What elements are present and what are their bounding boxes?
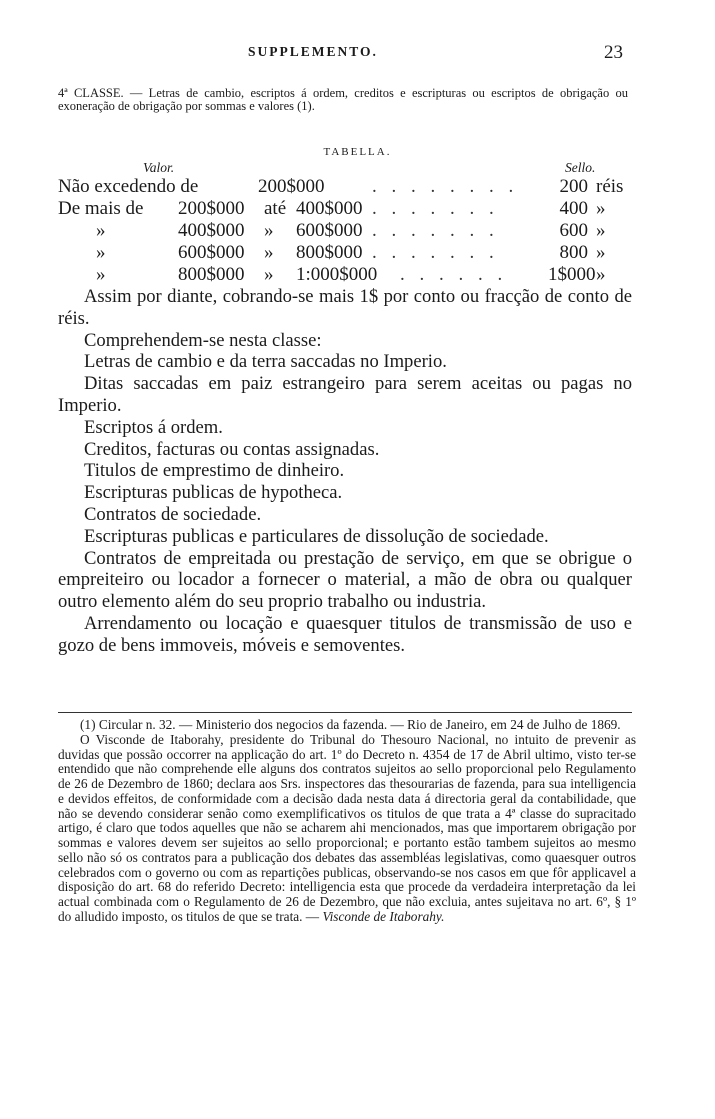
leader-dots: . . . . . . . (372, 198, 499, 219)
paragraph: Comprehendem-se nesta classe: (84, 329, 322, 351)
row-amount: 800 (559, 242, 588, 263)
list-item: Creditos, facturas ou contas assignadas. (84, 438, 380, 460)
row-ditto-mark: » (96, 242, 106, 263)
list-item: Contratos de empreitada ou prestação de serviço, em que se obrigue o empreiteiro ou locador a fornecer o material, a mão de obra ou qualquer outro elemento além do seu proprio trabalho ou industria. (58, 547, 632, 613)
row-to: 800$000 (296, 242, 363, 263)
row-from: 400$000 (178, 220, 245, 241)
row-unit: » (596, 198, 606, 219)
row-amount: 600 (559, 220, 588, 241)
row-from: 600$000 (178, 242, 245, 263)
table-row (0, 264, 715, 286)
list-item: Escripturas publicas de hypotheca. (84, 482, 343, 504)
row-amount: 200 (559, 176, 588, 197)
table-column-headers (0, 160, 715, 176)
row-unit: » (596, 264, 606, 285)
class-heading (58, 87, 628, 113)
footnote-body (58, 733, 636, 925)
footnote-divider (58, 712, 632, 713)
class-contents (58, 286, 632, 657)
footnote-text: O Visconde de Itaborahy, presidente do Tribunal do Thesouro Nacional, no intuito de prevenir as duvidas que possão occorrer na applicação do art. 1º do Decreto n. 4354 de 17 de Abril ultimo, visto ter-se entendido que não comprehende elle alguns dos contratos sujeitos ao sello proporcional pelo Regulamento de 26 de Dezembro de 1860; declara aos Srs. inspectores das thesourarias de fazenda, para sua intelligencia e devidos effeitos, de conformidade com a decisão dada nesta data á directoria geral da contabilidade, que não se devendo considerar senão como exemplificativos os titulos de que trata a 4ª classe do supracitado artigo, é claro que todos aquelles que não se acharem ahi mencionados, mas que importarem obrigação por sommas e valores devem ser sujeitos ao sello proporcional; e portanto estão tambem sujeitos ao mesmo sello não só os contratos para a publicação dos debates das assembléas legislativas, como quaesquer outros celebrados com o governo ou com as repartições publicas, observando-se nos casos em que fôr applicavel a disposição do art. 68 do referido Decreto: intelligencia esta que procede da verdadeira interpretação da lei actual combinada com o Regulamento de 26 de Dezembro, que não excluia, antes sujeitava no art. 6º, § 1º do alludido imposto, os titulos de que se trata. — (58, 731, 636, 924)
row-to: 200$000 (258, 176, 325, 197)
list-item: Escripturas publicas e particulares de dissolução de sociedade. (84, 525, 549, 547)
table-row (0, 176, 715, 198)
list-item: Ditas saccadas em paiz estrangeiro para serem aceitas ou pagas no Imperio. (58, 373, 632, 416)
running-title: SUPPLEMENTO. (248, 44, 378, 59)
footnote (58, 718, 636, 925)
leader-dots: . . . . . . . (372, 242, 499, 263)
page-number: 23 (604, 42, 623, 63)
table-row (0, 220, 715, 242)
row-prefix: De mais de (58, 198, 144, 219)
row-to: 1:000$000 (296, 264, 378, 285)
row-unit: » (596, 242, 606, 263)
list-item: Contratos de sociedade. (84, 503, 262, 525)
row-connector: até (264, 198, 287, 219)
class-description: 4ª CLASSE. — Letras de cambio, escriptos á ordem, creditos e escripturas ou escriptos de obrigação ou exoneração de obrigação por sommas e valores (1). (58, 86, 628, 113)
list-item: Letras de cambio e da terra saccadas no Imperio. (84, 351, 447, 373)
row-to: 600$000 (296, 220, 363, 241)
list-item: Escriptos á ordem. (84, 416, 223, 438)
list-item: Arrendamento ou locação e quaesquer titulos de transmissão de uso e gozo de bens immoveis, móveis e semoventes. (58, 612, 632, 656)
footnote-citation: (1) Circular n. 32. — Ministerio dos negocios da fazenda. — Rio de Janeiro, em 24 de Julho de 1869. (80, 717, 621, 732)
table-row (0, 198, 715, 220)
table-title: TABELLA. (323, 146, 392, 158)
page-header (0, 44, 715, 66)
list-item: Titulos de emprestimo de dinheiro. (84, 460, 345, 482)
row-from: 200$000 (178, 198, 245, 219)
row-from: 800$000 (178, 264, 245, 285)
row-connector: » (264, 264, 274, 285)
row-amount: 400 (559, 198, 588, 219)
row-ditto-mark: » (96, 264, 106, 285)
paragraph: Assim por diante, cobrando-se mais 1$ por conto ou fracção de conto de réis. (58, 286, 632, 329)
column-header-stamp: Sello. (565, 160, 596, 175)
row-unit: réis (596, 176, 624, 197)
row-to: 400$000 (296, 198, 363, 219)
leader-dots: . . . . . . . . (372, 176, 519, 197)
footnote-signature: Visconde de Itaborahy. (322, 908, 445, 924)
row-connector: » (264, 220, 274, 241)
row-unit: » (596, 220, 606, 241)
row-connector: » (264, 242, 274, 263)
stamp-rate-table (0, 176, 715, 286)
table-row (0, 242, 715, 264)
row-prefix: Não excedendo de (58, 176, 199, 197)
row-ditto-mark: » (96, 220, 106, 241)
row-amount: 1$000 (548, 264, 596, 285)
leader-dots: . . . . . . . (372, 220, 499, 241)
column-header-value: Valor. (143, 160, 175, 175)
leader-dots: . . . . . . (400, 264, 508, 285)
